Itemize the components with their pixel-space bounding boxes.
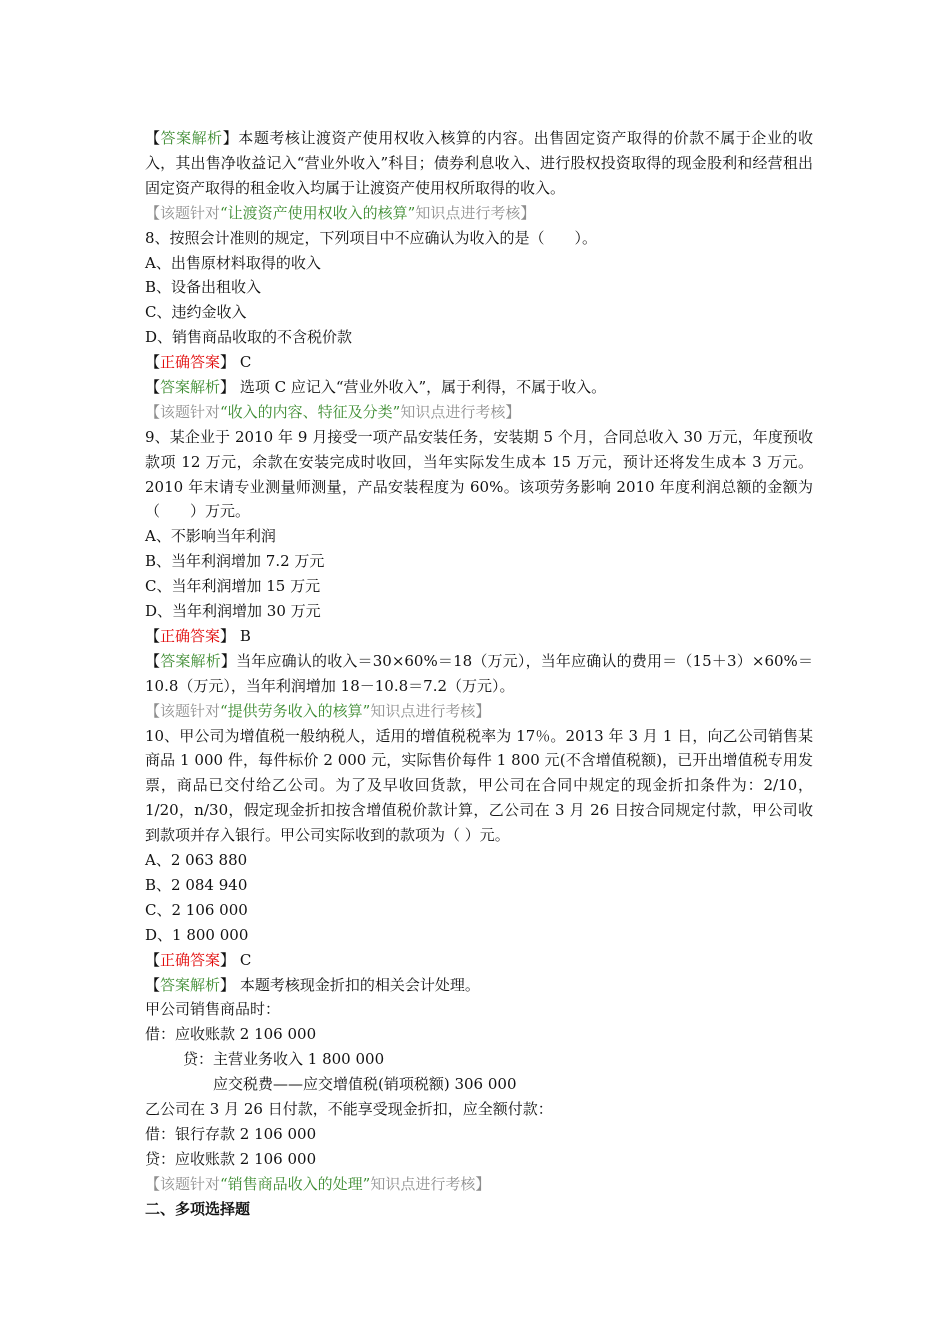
q10-question: 10、甲公司为增值税一般纳税人，适用的增值税税率为 17％。2013 年 3 月 1 日，向乙公司销售某商品 1 000 件，每件标价 2 000 元，实际售价每件 1 800 元(不含增值税额)，已开出增值税专用发票，商品已交付给乙公司。为了及早收回货款，甲公司在合同中规定的现金折扣条件为：2/10，1/20，n/30，假定现金折扣按含增值税价款计算，乙公司在 3 月 26 日按合同规定付款，甲公司收到款项并存入银行。甲公司实际收到的款项为（ ）元。 — [145, 726, 813, 845]
analysis-text: 选项 C 应记入“营业外收入”，属于利得，不属于收入。 — [239, 377, 607, 396]
q10-option-d: D、1 800 000 — [145, 925, 249, 944]
answer-label: 正确答案 — [160, 353, 221, 372]
analysis-label: 答案解析 — [160, 377, 221, 396]
q10-entry-4: 应交税费——应交增值税(销项税额) 306 000 — [213, 1075, 517, 1094]
q10-entry-2: 借：应收账款 2 106 000 — [145, 1025, 317, 1044]
q9-question: 9、某企业于 2010 年 9 月接受一项产品安装任务，安装期 5 个月，合同总收入 30 万元，年度预收款项 12 万元，余款在安装完成时收回，当年实际发生成本 15 万元，预计还将发生成本 3 万元。2010 年末请专业测量师测量，产品安装程度为 60%。该项劳务影响 2010 年度利润总额的金额为（ ）万元。 — [145, 427, 813, 521]
q8-analysis: 【答案解析】 选项 C 应记入“营业外收入”，属于利得，不属于收入。 — [145, 377, 607, 396]
q10-option-c: C、2 106 000 — [145, 900, 248, 919]
knowledge-point: “销售商品收入的处理” — [220, 1174, 371, 1193]
answer-value: C — [239, 353, 252, 372]
knowledge-point: “提供劳务收入的核算” — [220, 701, 371, 720]
q8-option-d: D、销售商品收取的不含税价款 — [145, 328, 353, 347]
section-title: 二、多项选择题 — [145, 1199, 251, 1218]
analysis-text: 当年应确认的收入＝30×60%＝18（万元），当年应确认的费用＝（15＋3）×60%＝10.8（万元），当年利润增加 18－10.8＝7.2（万元）。 — [145, 651, 813, 695]
q8-question: 8、按照会计准则的规定，下列项目中不应确认为收入的是（ ）。 — [145, 228, 598, 247]
q7-analysis: 【答案解析】本题考核让渡资产使用权收入核算的内容。出售固定资产取得的价款不属于企业的收入，其出售净收益记入“营业外收入”科目；债券利息收入、进行股权投资取得的现金股利和经营租出固定资产取得的租金收入均属于让渡资产使用权所取得的收入。 — [145, 129, 813, 197]
q9-option-c: C、当年利润增加 15 万元 — [145, 577, 321, 596]
q10-entry-1: 甲公司销售商品时： — [145, 1000, 281, 1019]
answer-value: C — [239, 950, 252, 969]
q9-option-b: B、当年利润增加 7.2 万元 — [145, 552, 325, 571]
q10-option-b: B、2 084 940 — [145, 875, 248, 894]
analysis-label: 答案解析 — [160, 129, 223, 147]
answer-value: B — [239, 626, 251, 645]
q9-option-d: D、当年利润增加 30 万元 — [145, 602, 321, 621]
analysis-label: 答案解析 — [160, 651, 221, 670]
q8-option-b: B、设备出租收入 — [145, 278, 262, 297]
q9-knowledge-hint: 【该题针对“提供劳务收入的核算”知识点进行考核】 — [145, 701, 491, 720]
q10-entry-6: 借：银行存款 2 106 000 — [145, 1124, 317, 1143]
document-page — [145, 126, 813, 1221]
q8-option-a: A、出售原材料取得的收入 — [145, 253, 321, 272]
q10-analysis: 【答案解析】 本题考核现金折扣的相关会计处理。 — [145, 975, 480, 994]
analysis-text: 本题考核现金折扣的相关会计处理。 — [239, 975, 480, 994]
answer-label: 正确答案 — [160, 950, 221, 969]
q10-answer: 【正确答案】 C — [145, 950, 252, 969]
q10-entry-7: 贷：应收账款 2 106 000 — [145, 1149, 317, 1168]
q8-option-c: C、违约金收入 — [145, 303, 247, 322]
analysis-text: 本题考核让渡资产使用权收入核算的内容。出售固定资产取得的价款不属于企业的收入，其出售净收益记入“营业外收入”科目；债券利息收入、进行股权投资取得的现金股利和经营租出固定资产取得的租金收入均属于让渡资产使用权所取得的收入。 — [145, 129, 813, 197]
analysis-label: 答案解析 — [160, 975, 221, 994]
q9-analysis: 【答案解析】当年应确认的收入＝30×60%＝18（万元），当年应确认的费用＝（15＋3）×60%＝10.8（万元），当年利润增加 18－10.8＝7.2（万元）。 — [145, 651, 813, 695]
q10-entry-5: 乙公司在 3 月 26 日付款，不能享受现金折扣，应全额付款： — [145, 1099, 553, 1118]
knowledge-point: “让渡资产使用权收入的核算” — [220, 203, 416, 222]
q10-knowledge-hint: 【该题针对“销售商品收入的处理”知识点进行考核】 — [145, 1174, 491, 1193]
q8-knowledge-hint: 【该题针对“收入的内容、特征及分类”知识点进行考核】 — [145, 402, 521, 421]
answer-label: 正确答案 — [160, 626, 221, 645]
q10-option-a: A、2 063 880 — [145, 851, 248, 870]
q10-entry-3: 贷：主营业务收入 1 800 000 — [183, 1050, 385, 1069]
q9-answer: 【正确答案】 B — [145, 626, 251, 645]
knowledge-point: “收入的内容、特征及分类” — [220, 402, 401, 421]
q7-knowledge-hint: 【该题针对“让渡资产使用权收入的核算”知识点进行考核】 — [145, 203, 536, 222]
q9-option-a: A、不影响当年利润 — [145, 527, 276, 546]
q8-answer: 【正确答案】 C — [145, 353, 252, 372]
